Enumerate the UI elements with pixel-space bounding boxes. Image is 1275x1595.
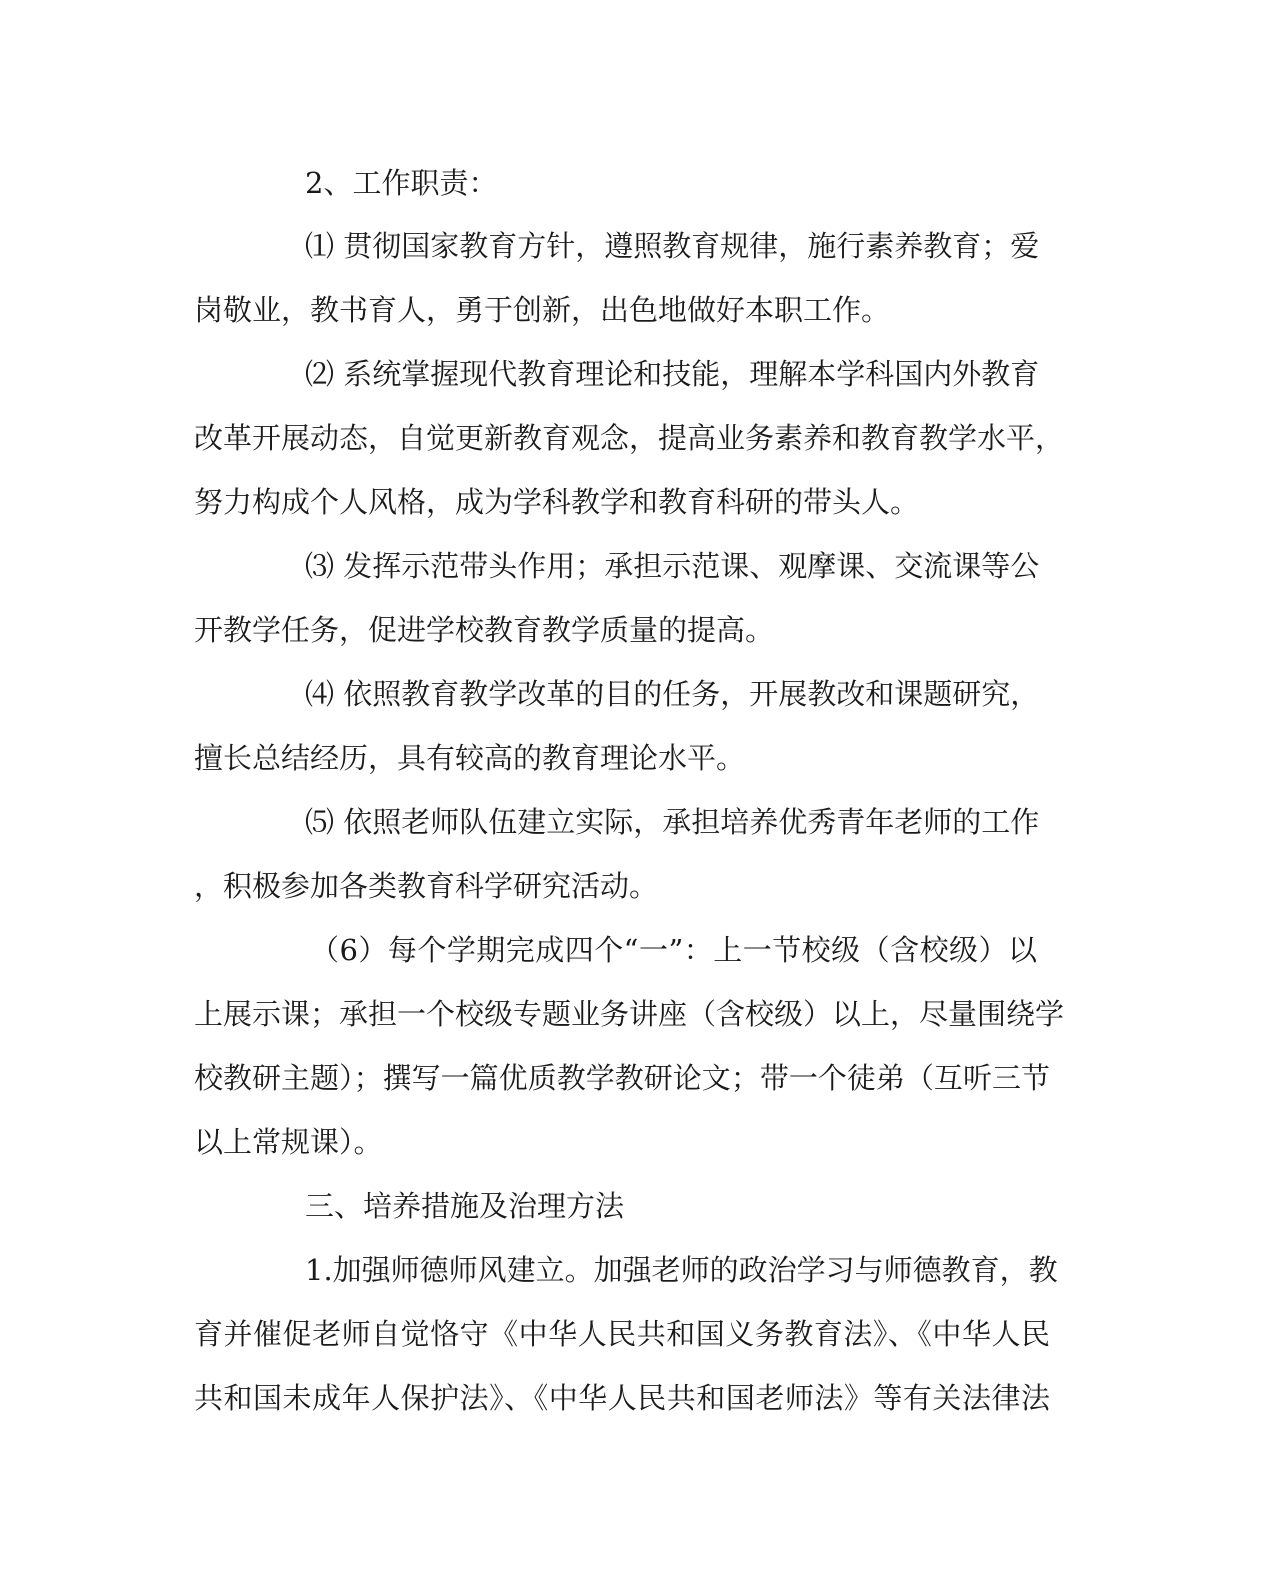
paragraph-line: 擅长总结经历，具有较高的教育理论水平。 (194, 741, 746, 775)
paragraph-line: 育并催促老师自觉恪守《中华人民共和国义务教育法》、《中华人民 (194, 1317, 1050, 1351)
paragraph-line: 努力构成个人风格，成为学科教学和教育科研的带头人。 (194, 485, 920, 519)
paragraph-line: ⑴ 贯彻国家教育方针，遵照教育规律，施行素养教育；爱 (305, 229, 1040, 263)
paragraph-line: ⑸ 依照老师队伍建立实际，承担培养优秀青年老师的工作 (305, 805, 1040, 839)
paragraph-line: 共和国未成年人保护法》、《中华人民共和国老师法》等有关法律法 (194, 1381, 1050, 1415)
paragraph-line: 改革开展动态，自觉更新教育观念，提高业务素养和教育教学水平， (194, 421, 1065, 455)
paragraph-line: 以上常规课）。 (194, 1125, 383, 1159)
paragraph-line: ⑶ 发挥示范带头作用；承担示范课、观摩课、交流课等公 (305, 549, 1040, 583)
paragraph-line: 开教学任务，促进学校教育教学质量的提高。 (194, 613, 775, 647)
paragraph-line: ，积极参加各类教育科学研究活动。 (194, 869, 659, 903)
paragraph-line: ⑵ 系统掌握现代教育理论和技能，理解本学科国内外教育 (305, 357, 1040, 391)
paragraph-line: ⑷ 依照教育教学改革的目的任务，开展教改和课题研究， (305, 677, 1040, 711)
paragraph-line: 校教研主题）；撰写一篇优质教学教研论文；带一个徒弟（互听三节 (194, 1061, 1050, 1095)
paragraph-line: （6）每个学期完成四个“一”：上一节校级（含校级）以 (310, 933, 1037, 967)
paragraph-line: 1.加强师德师风建立。加强老师的政治学习与师德教育，教 (305, 1253, 1058, 1287)
section-heading-measures: 三、培养措施及治理方法 (305, 1189, 625, 1223)
paragraph-line: 岗敬业，教书育人，勇于创新，出色地做好本职工作。 (194, 293, 891, 327)
section-heading-duties: 2、工作职责： (305, 166, 498, 200)
paragraph-line: 上展示课；承担一个校级专题业务讲座（含校级）以上，尽量围绕学 (194, 997, 1065, 1031)
